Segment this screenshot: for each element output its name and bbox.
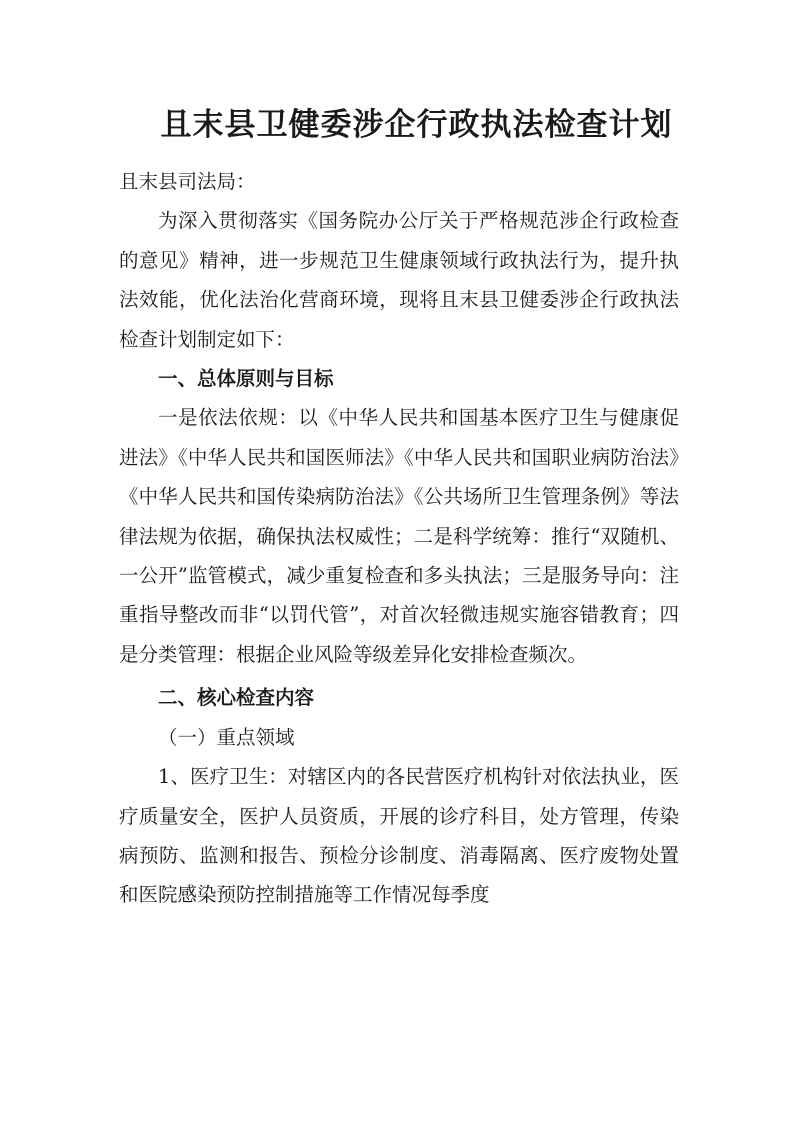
section-heading-principles: 一、总体原则与目标 bbox=[158, 367, 334, 391]
principles-paragraph: 一是依法依规：以《中华人民共和国基本医疗卫生与健康促进法》《中华人民共和国医师法》《中华人民共和国职业病防治法》《中华人民共和国传染病防治法》《公共场所卫生管理条例》等法律法规为依据，确保执法权威性；二是科学统筹：推行“双随机、一公开”监管模式，减少重复检查和多头执法；三是服务导向：注重指导整改而非“以罚代管”，对首次轻微违规实施容错教育；四是分类管理：根据企业风险等级差异化安排检查频次。 bbox=[119, 406, 679, 666]
subsection-heading-key-areas: （一）重点领域 bbox=[158, 725, 295, 749]
intro-paragraph: 为深入贯彻落实《国务院办公厅关于严格规范涉企行政检查的意见》精神，进一步规范卫生健康领域行政执法行为，提升执法效能，优化法治化营商环境，现将且末县卫健委涉企行政执法检查计划制定如下： bbox=[119, 209, 679, 351]
section-heading-inspection-content: 二、核心检查内容 bbox=[158, 686, 315, 710]
item-medical-health: 1、医疗卫生：对辖区内的各民营医疗机构针对依法执业，医疗质量安全，医护人员资质，开展的诊疗科目，处方管理，传染病预防、监测和报告、预检分诊制度、消毒隔离、医疗废物处置和医院感染预防控制措施等工作情况每季度 bbox=[119, 765, 679, 907]
document-body bbox=[119, 162, 679, 915]
salutation: 且末县司法局： bbox=[119, 170, 256, 193]
document-title: 且末县卫健委涉企行政执法检查计划 bbox=[160, 107, 673, 143]
